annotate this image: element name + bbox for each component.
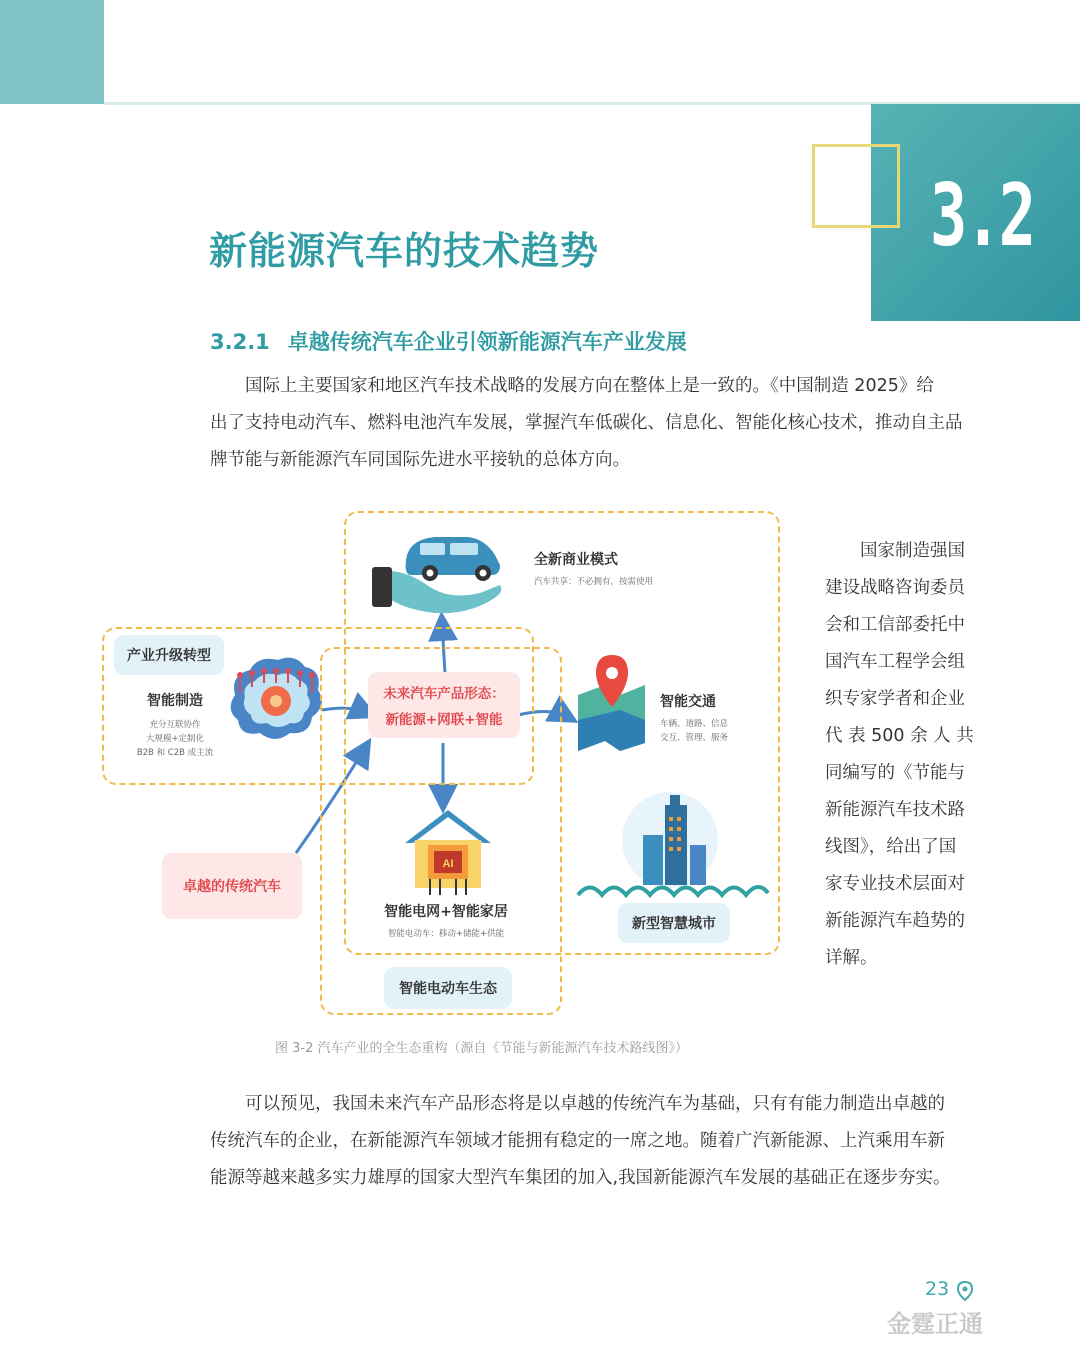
side-line: 新能源汽车技术路: [825, 800, 965, 820]
side-line: 建设战略咨询委员: [825, 578, 965, 598]
paragraph-line: 可以预见，我国未来汽车产品形态将是以卓越的传统汽车为基础，只有有能力制造出卓越的: [210, 1094, 945, 1114]
traffic-line: 车辆、道路、信息: [660, 719, 729, 729]
upgrade-tag-label: 产业升级转型: [127, 648, 211, 664]
paragraph-line: 能源等越来越多实力雄厚的国家大型汽车集团的加入,我国新能源汽车发展的基础正在逐步夯实。: [210, 1168, 951, 1188]
location-pin-icon: [957, 1281, 973, 1301]
paragraph-line: 牌节能与新能源汽车同国际先进水平接轨的总体方向。: [210, 450, 630, 470]
watermark: 金霆正通: [887, 1310, 983, 1338]
header-corner-block: [0, 0, 104, 104]
side-line: 同编写的《节能与: [825, 763, 965, 783]
side-line: 代 表 500 余 人 共: [825, 726, 974, 746]
grid-desc: 智能电动车：移动+储能+供能: [387, 929, 505, 939]
manufacturing-block: [120, 690, 230, 760]
subsection-title: 卓越传统汽车企业引领新能源汽车产业发展: [287, 330, 687, 354]
figure-caption: 图 3-2 汽车产业的全生态重构（源自《节能与新能源汽车技术路线图》）: [275, 1041, 688, 1056]
grid-block: [368, 901, 524, 941]
chip-label: AI: [442, 858, 454, 870]
manufacturing-line: 充分互联协作: [149, 720, 201, 730]
traditional-label: 卓越的传统汽车: [183, 879, 281, 895]
city-label: 新型智慧城市: [632, 916, 716, 932]
side-line: 国家制造强国: [825, 541, 965, 561]
paragraph-1: [210, 368, 976, 479]
manufacturing-line: B2B 和 C2B 成主流: [136, 748, 214, 758]
page-title: 新能源汽车的技术趋势: [209, 229, 600, 273]
core-line-1: 未来汽车产品形态：: [383, 686, 505, 702]
paragraph-2: [210, 1086, 976, 1197]
manufacturing-title: 智能制造: [147, 693, 203, 709]
side-line: 新能源汽车趋势的: [825, 911, 965, 931]
traffic-title: 智能交通: [660, 694, 716, 710]
subsection-heading: [210, 326, 687, 356]
side-line: 家专业技术层面对: [825, 874, 965, 894]
business-desc: 汽车共享：不必拥有，按需使用: [534, 577, 654, 587]
traditional-box: [162, 853, 302, 919]
subsection-number: 3.2.1: [210, 330, 270, 354]
city-tag: [618, 903, 730, 943]
side-line: 国汽车工程学会组: [825, 652, 965, 672]
side-line: 会和工信部委托中: [825, 615, 965, 635]
grid-title: 智能电网+智能家居: [384, 904, 508, 920]
page-number: 23: [925, 1278, 950, 1300]
business-title: 全新商业模式: [534, 552, 618, 568]
side-line: 详解。: [825, 948, 878, 968]
side-line: 织专家学者和企业: [825, 689, 965, 709]
paragraph-line: 传统汽车的企业，在新能源汽车领域才能拥有稳定的一席之地。随着广汽新能源、上汽乘用车新: [210, 1131, 945, 1151]
paragraph-line: 出了支持电动汽车、燃料电池汽车发展，掌握汽车低碳化、信息化、智能化核心技术，推动自主品: [210, 413, 963, 433]
manufacturing-line: 大规模+定制化: [145, 734, 205, 744]
side-note: [825, 533, 977, 977]
business-block: [534, 549, 694, 589]
upgrade-tag: [114, 635, 224, 675]
traffic-block: [660, 691, 750, 745]
core-box: [368, 672, 520, 738]
section-number: 3.2: [930, 166, 1034, 266]
side-line: 线图》，给出了国: [825, 837, 957, 857]
core-line-2: 新能源+网联+智能: [385, 712, 503, 728]
ecosystem-tag: [384, 967, 512, 1009]
section-frame: [812, 144, 900, 228]
traffic-line: 交互、管理、服务: [660, 733, 729, 743]
ecosystem-label: 智能电动车生态: [399, 981, 497, 997]
paragraph-line: 国际上主要国家和地区汽车技术战略的发展方向在整体上是一致的。《中国制造 2025》给: [210, 376, 934, 396]
ecosystem-diagram: [100, 505, 790, 1020]
